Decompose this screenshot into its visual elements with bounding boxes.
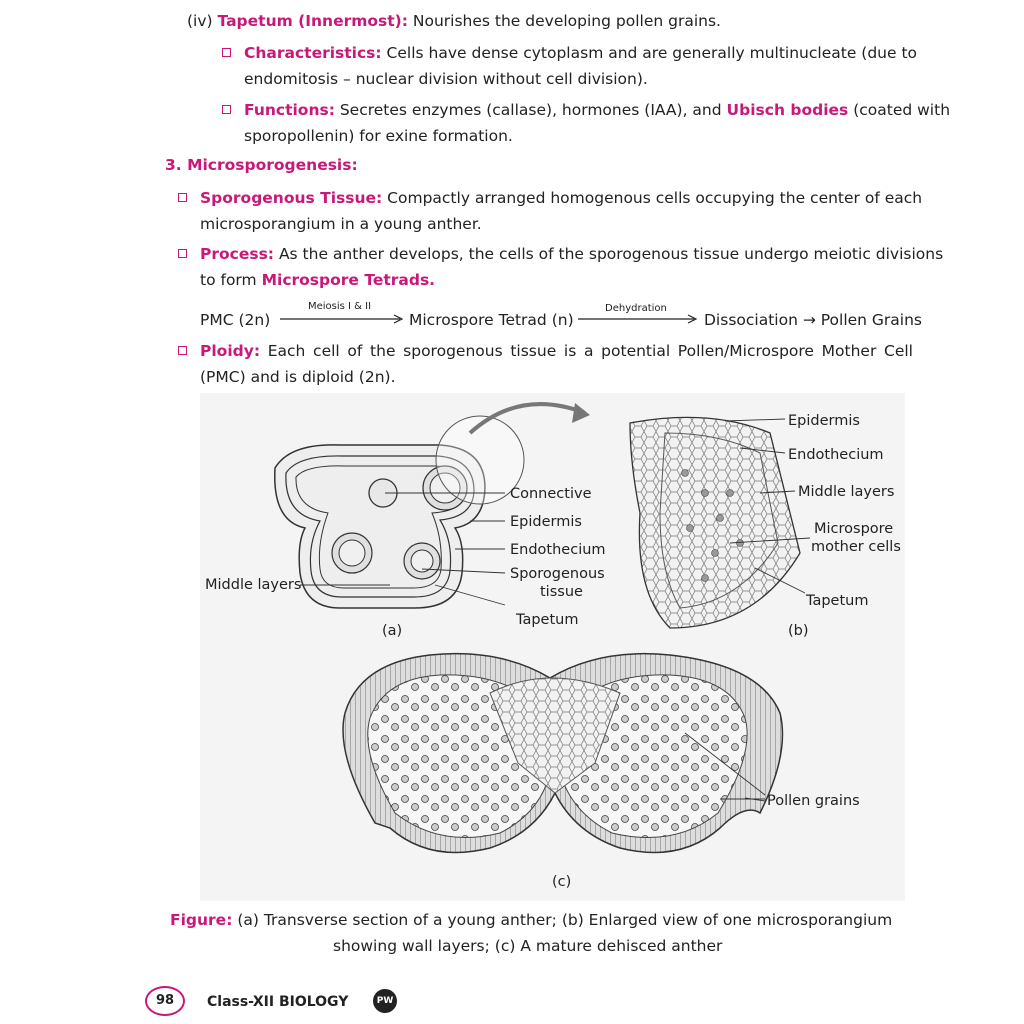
bullet-icon [222,48,231,57]
label-middle-layers-b: Middle layers [798,484,895,500]
flow-arrow1-label: Meiosis I & II [308,301,372,312]
label-tapetum-a: Tapetum [516,612,579,628]
label-microspore-1: Microspore [814,521,894,537]
tapetum-line [187,9,721,33]
bullet-icon [178,193,187,202]
label-sporogenous-2: tissue [540,584,583,600]
functions-title: Functions: [244,101,335,119]
label-endothecium-b: Endothecium [788,447,884,463]
ploidy-text: Each cell of the sporogenous tissue is a potential Pollen/Microspore Mother Cell [267,342,913,360]
label-pollen-grains: Pollen grains [767,793,860,809]
caption-title: Figure: [170,911,233,929]
mature-anther [343,654,860,890]
flow-start: PMC (2n) [200,311,271,329]
young-anther-section [205,403,606,639]
label-connective: Connective [510,486,592,502]
characteristics-line-2: endomitosis – nuclear division without cell division). [244,70,648,88]
sporogenous-line [200,186,923,210]
flow-end: Dissociation → Pollen Grains [704,311,922,329]
functions-line-2: sporopollenin) for exine formation. [244,127,513,145]
process-line-2 [200,268,435,292]
sporogenous-line-2: microsporangium in a young anther. [200,215,482,233]
functions-line [244,98,951,122]
functions-text: Secretes enzymes (callase), hormones (IAA), and [339,101,722,119]
label-microspore-2: mother cells [811,539,901,555]
label-epidermis-a: Epidermis [510,514,582,530]
section-heading: 3. Microsporogenesis: [165,156,358,174]
tapetum-title: Tapetum (Innermost): [217,12,408,30]
label-epidermis-b: Epidermis [788,413,860,429]
page-number: 98 [145,986,185,1016]
microsporangium-enlarged [630,413,901,639]
functions-text-end: (coated with [853,101,951,119]
label-tag-a: (a) [382,623,403,639]
sporogenous-text: Compactly arranged homogenous cells occupying the center of each [387,189,923,207]
arrow-right-icon [280,313,405,325]
ubisch-bodies: Ubisch bodies [726,101,849,119]
ploidy-line-2: (PMC) and is diploid (2n). [200,368,396,386]
flow-arrow2-label: Dehydration [605,303,667,314]
caption-text-1: (a) Transverse section of a young anther; (b) Enlarged view of one microsporangium [237,911,893,929]
process-title: Process: [200,245,275,263]
label-tapetum-b: Tapetum [806,593,869,609]
flow-mid: Microspore Tetrad (n) [409,311,574,329]
characteristics-text: Cells have dense cytoplasm and are generally multinucleate (due to [386,44,918,62]
arrow-right-icon [578,313,700,325]
figure-caption-line-1 [170,908,892,932]
tapetum-prefix: (iv) [187,12,213,30]
label-tag-c: (c) [552,874,572,890]
label-tag-b: (b) [788,623,809,639]
sporogenous-title: Sporogenous Tissue: [200,189,383,207]
label-sporogenous-1: Sporogenous [510,566,605,582]
process-text-2: to form [200,271,257,289]
tapetum-desc: Nourishes the developing pollen grains. [412,12,721,30]
bullet-icon [178,346,187,355]
figure-caption-line-2: showing wall layers; (c) A mature dehisced anther [333,937,723,955]
anther-diagram [200,393,905,901]
pw-logo-icon: PW [373,989,397,1013]
anther-figure [200,393,905,901]
label-middle-layers-a: Middle layers [205,577,302,593]
label-endothecium-a: Endothecium [510,542,606,558]
ploidy-title: Ploidy: [200,342,261,360]
characteristics-line [244,41,918,65]
bullet-icon [178,249,187,258]
process-text: As the anther develops, the cells of the sporogenous tissue undergo meiotic divisions [278,245,944,263]
characteristics-title: Characteristics: [244,44,382,62]
footer-title: Class-XII BIOLOGY [207,994,349,1010]
process-line [200,242,944,266]
ploidy-line [200,339,913,363]
bullet-icon [222,105,231,114]
microspore-tetrads: Microspore Tetrads. [261,271,436,289]
